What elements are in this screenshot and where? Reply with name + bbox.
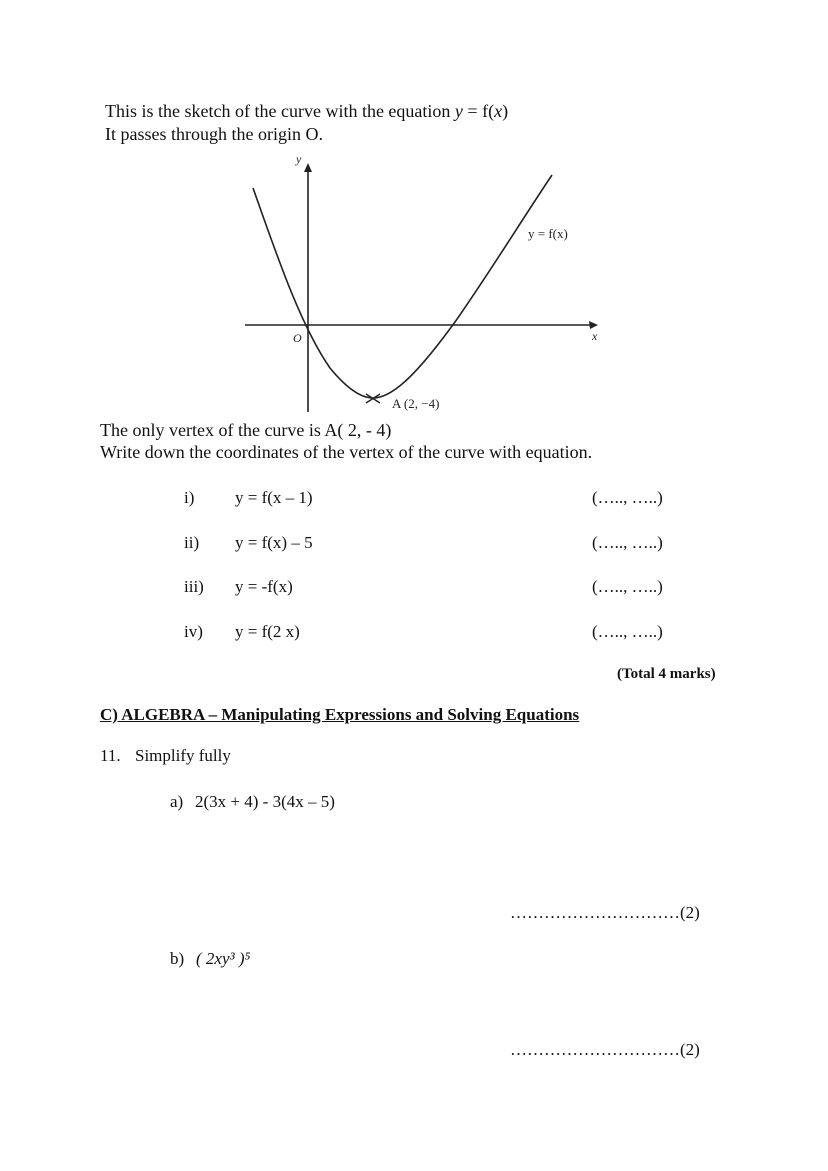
part-number: iv) bbox=[184, 622, 203, 641]
part-answer-blank: (….., …..) bbox=[592, 488, 663, 507]
part-answer-blank: (….., …..) bbox=[592, 577, 663, 596]
part-answer-blank: (….., …..) bbox=[592, 533, 663, 552]
part-equation: y = f(x) – 5 bbox=[235, 533, 313, 552]
section-heading: C) ALGEBRA – Manipulating Expressions and Solving Equations bbox=[100, 705, 580, 724]
part-equation: y = f(2 x) bbox=[235, 622, 300, 641]
intro-line-2: It passes through the origin O. bbox=[105, 124, 323, 144]
part-number: iii) bbox=[184, 577, 204, 596]
part-a-label: a) bbox=[170, 792, 184, 811]
y-axis-arrow bbox=[304, 163, 312, 172]
part-answer-blank: (….., …..) bbox=[592, 622, 663, 641]
part-b-label: b) bbox=[170, 949, 185, 968]
part-number: ii) bbox=[184, 533, 200, 552]
part-equation: y = f(x – 1) bbox=[235, 488, 313, 507]
total-marks: (Total 4 marks) bbox=[617, 666, 716, 682]
part-a-expression: 2(3x + 4) - 3(4x – 5) bbox=[195, 792, 335, 811]
intro-eq-end: ) bbox=[502, 101, 509, 121]
curve-label: y = f(x) bbox=[528, 226, 568, 241]
y-axis-label: y bbox=[296, 152, 302, 166]
part-a-answer-line: …………………………(2) bbox=[510, 903, 700, 922]
intro-text: This is the sketch of the curve with the equation bbox=[105, 101, 455, 121]
intro-eq-x: x bbox=[494, 101, 503, 121]
part-number: i) bbox=[184, 488, 195, 507]
part-equation: y = -f(x) bbox=[235, 577, 293, 596]
part-b-expression: ( 2xy³ )⁵ bbox=[196, 949, 251, 968]
intro-eq-y: y bbox=[454, 101, 463, 121]
x-axis-label: x bbox=[592, 329, 598, 343]
vertex-marker bbox=[366, 394, 380, 403]
curve-line bbox=[253, 175, 552, 398]
part-b-answer-line: …………………………(2) bbox=[510, 1040, 700, 1059]
instruction-text: Write down the coordinates of the vertex of the curve with equation. bbox=[100, 442, 593, 462]
origin-label: O bbox=[293, 331, 302, 345]
vertex-label: A (2, −4) bbox=[392, 396, 440, 411]
question-prompt: Simplify fully bbox=[135, 746, 231, 765]
question-number: 11. bbox=[100, 746, 121, 765]
vertex-statement: The only vertex of the curve is A( 2, - 4) bbox=[100, 420, 392, 440]
intro-eq-mid: = f( bbox=[462, 101, 495, 121]
x-axis-arrow bbox=[589, 321, 598, 329]
